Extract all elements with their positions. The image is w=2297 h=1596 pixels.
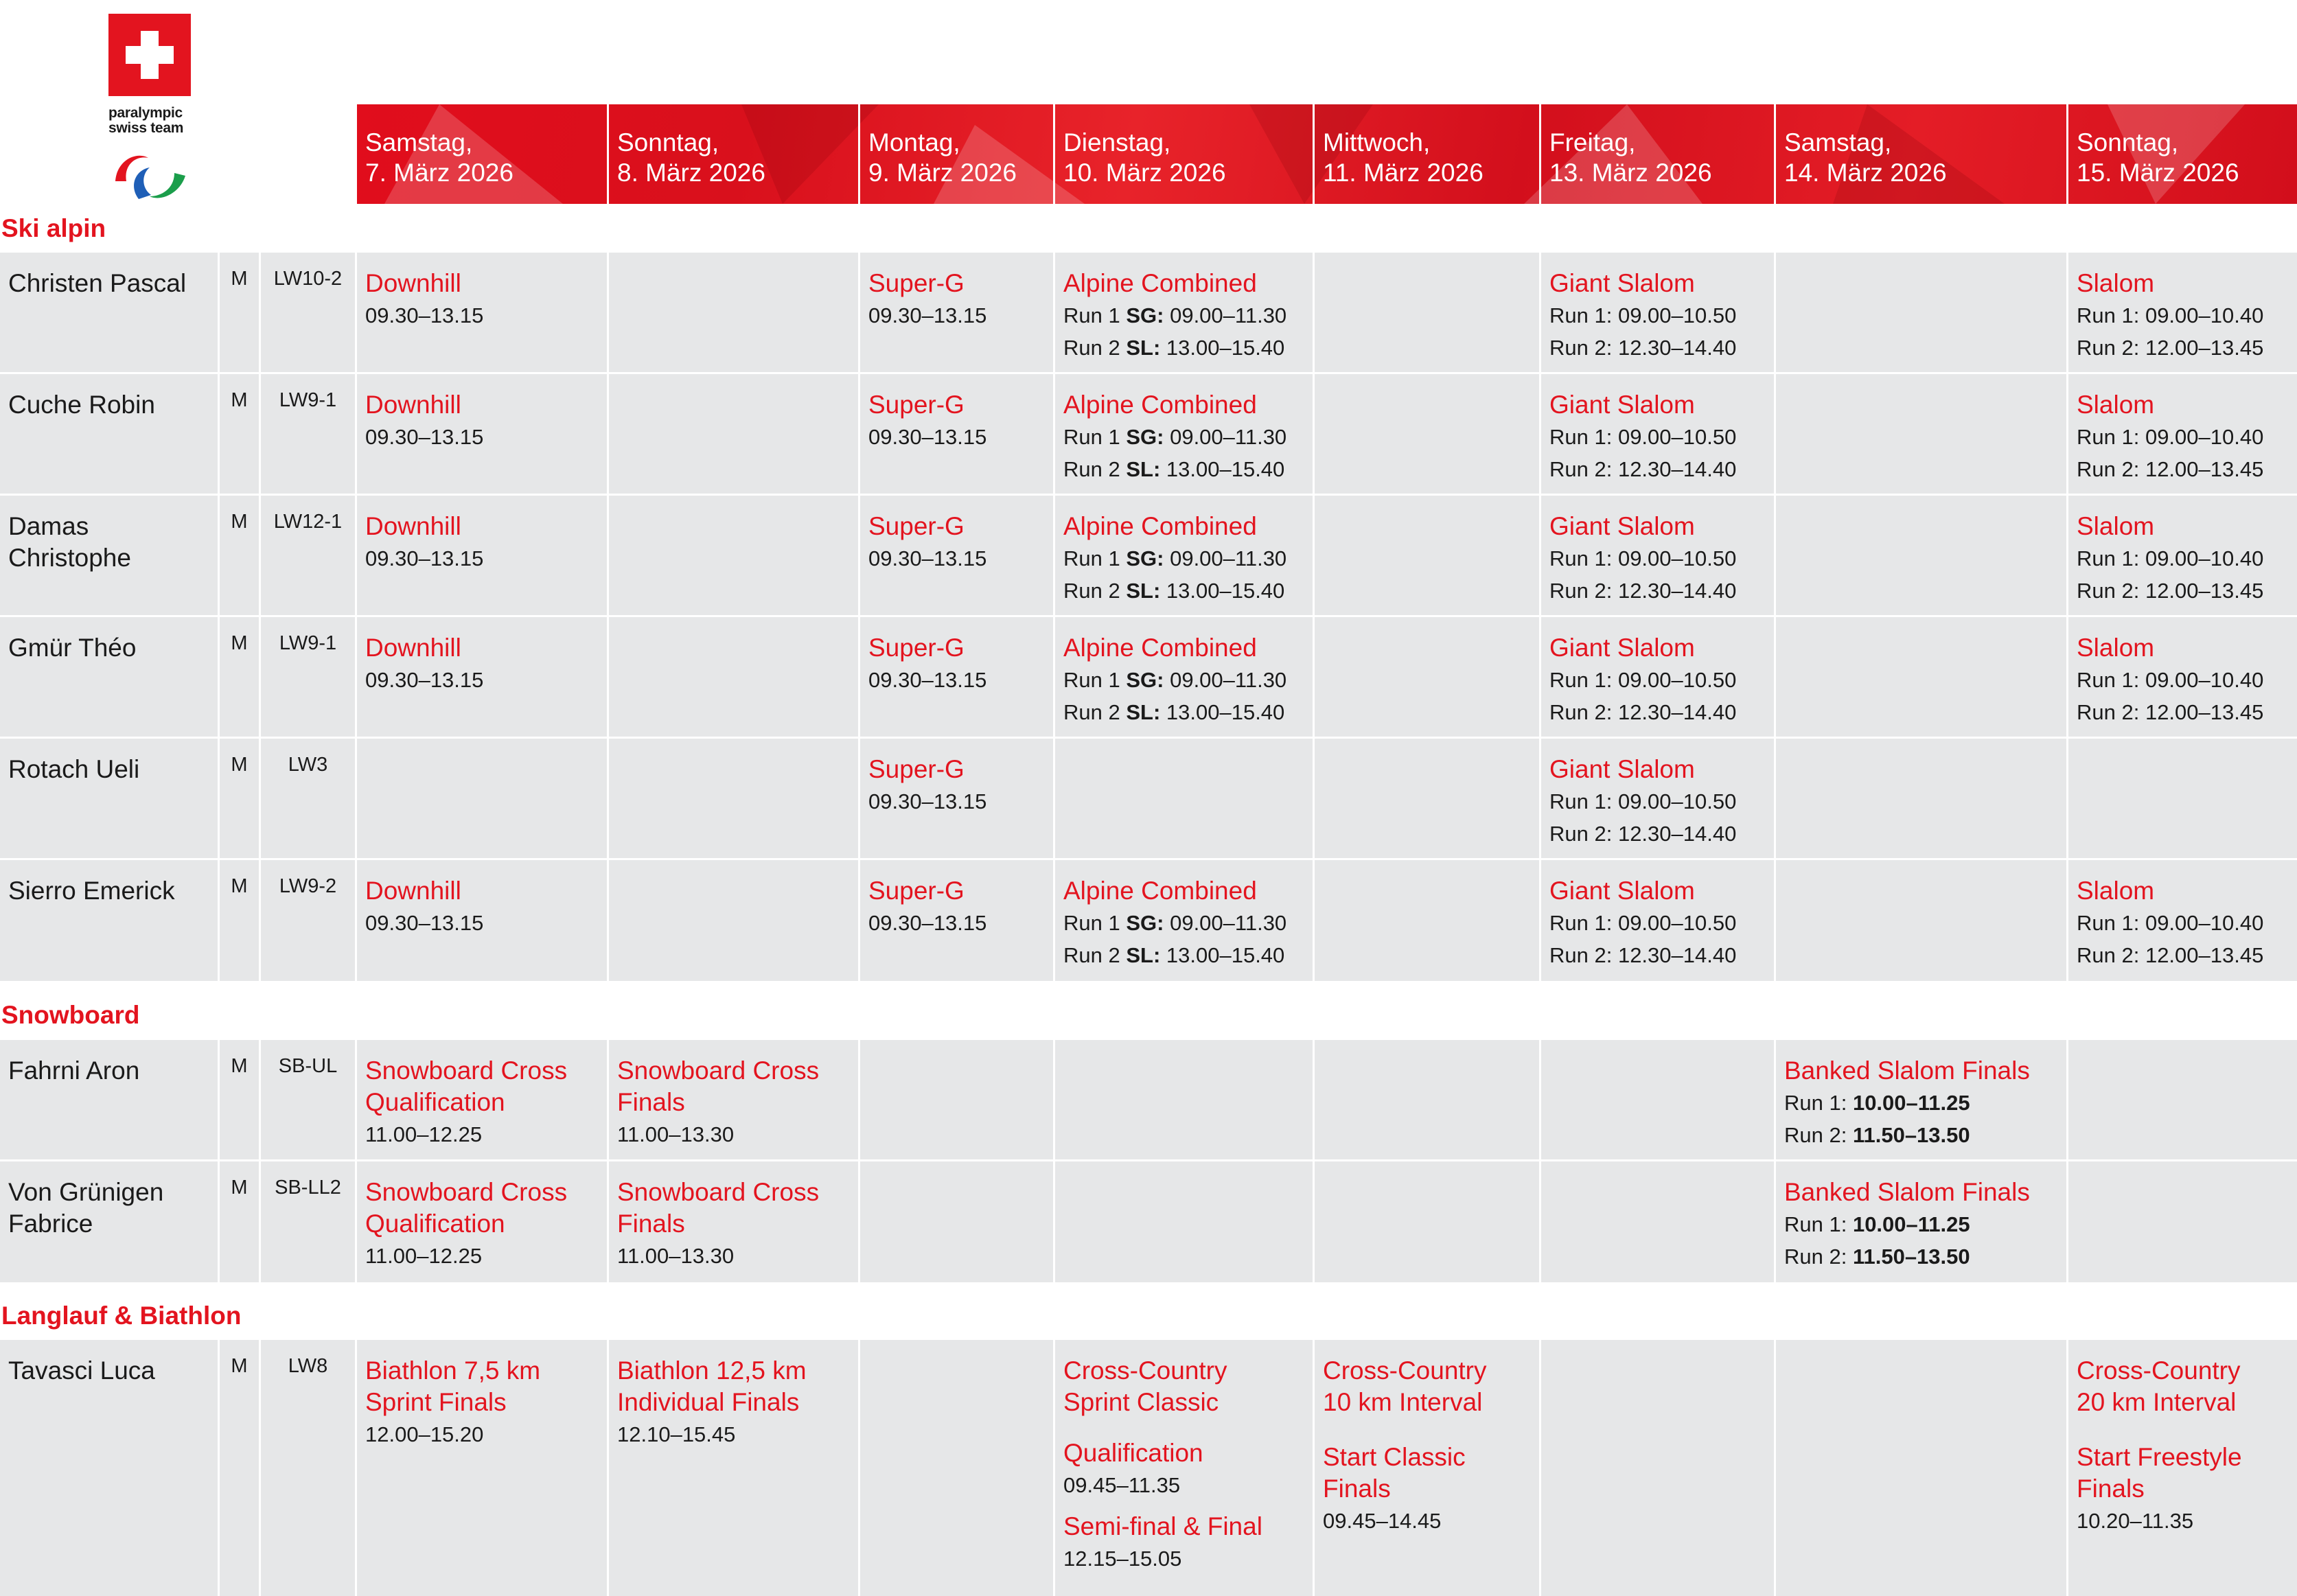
gender: M — [231, 754, 248, 776]
event-time: 09.30–13.15 — [365, 546, 484, 570]
athlete-name: Christen Pascal — [8, 269, 187, 297]
event-time: 09.30–13.15 — [868, 546, 987, 570]
gender: M — [231, 511, 248, 533]
event-title: Cross-Country — [1323, 1356, 1487, 1385]
event-cell-empty — [2068, 1040, 2297, 1159]
event-title: Snowboard Cross — [617, 1178, 820, 1206]
sport-class: LW9-2 — [279, 875, 337, 897]
gender-cell — [220, 374, 261, 494]
gender-cell — [220, 253, 261, 372]
athlete-name-cell — [0, 739, 220, 858]
day-header — [609, 104, 860, 204]
class-cell — [261, 496, 357, 615]
class-cell — [261, 253, 357, 372]
event-time: 12.00–15.20 — [365, 1422, 484, 1446]
day-header — [1055, 104, 1315, 204]
event-time: 11.00–13.30 — [617, 1122, 735, 1146]
run-2: Run 2: 12.30–14.40 — [1549, 336, 1737, 360]
run-2: Run 2: 12.00–13.45 — [2077, 943, 2264, 967]
day-header — [2068, 104, 2297, 204]
event-title: Super-G — [868, 634, 965, 662]
event-cell — [860, 739, 1055, 858]
event-time: 12.10–15.45 — [617, 1422, 736, 1446]
day-date: 15. März 2026 — [2077, 159, 2239, 187]
athlete-name: Gmür Théo — [8, 634, 137, 662]
run-2: Run 2: 12.00–13.45 — [2077, 336, 2264, 360]
gender-cell — [220, 1340, 261, 1596]
gender-cell — [220, 739, 261, 858]
sport-class: LW12-1 — [273, 511, 343, 533]
class-cell — [261, 860, 357, 981]
event-title: Alpine Combined — [1063, 634, 1257, 662]
event-time: 11.00–12.25 — [365, 1244, 483, 1268]
run-2: Run 2: 12.30–14.40 — [1549, 579, 1737, 603]
event-title: Snowboard Cross — [365, 1056, 568, 1085]
event-title: Super-G — [868, 877, 965, 905]
event-title-line-2: Sprint Classic — [1063, 1388, 1219, 1416]
event-time: 09.30–13.15 — [365, 911, 484, 935]
event-title: Super-G — [868, 755, 965, 783]
event-cell-empty — [357, 739, 609, 858]
day-date: 7. März 2026 — [365, 159, 513, 187]
event-title-line-2: Finals — [617, 1088, 685, 1116]
event-title: Cross-Country — [1063, 1356, 1227, 1385]
event-cell — [1055, 496, 1315, 615]
athlete-name: Damas — [8, 512, 89, 540]
run-1: Run 1: 09.00–10.50 — [1549, 303, 1737, 327]
day-date: 13. März 2026 — [1549, 159, 1712, 187]
athlete-name-cell — [0, 860, 220, 981]
run-2: Run 2: 11.50–13.50 — [1784, 1123, 1970, 1147]
event-title: Giant Slalom — [1549, 877, 1695, 905]
event-title: Giant Slalom — [1549, 269, 1695, 297]
gender: M — [231, 389, 248, 411]
event-cell — [1541, 617, 1776, 737]
run-1: Run 1: 09.00–10.50 — [1549, 668, 1737, 692]
event-cell-empty — [1315, 496, 1541, 615]
event-time: 09.30–13.15 — [868, 911, 987, 935]
class-cell — [261, 1161, 357, 1282]
section-title: Ski alpin — [1, 214, 106, 242]
day-weekday: Samstag, — [1784, 128, 1892, 157]
event-cell-empty — [1776, 739, 2068, 858]
day-weekday: Freitag, — [1549, 128, 1636, 157]
event-cell-empty — [1776, 253, 2068, 372]
logo-line-2: swiss team — [108, 120, 184, 136]
event-time: 09.30–13.15 — [868, 789, 987, 813]
run-1: Run 1 SG: 09.00–11.30 — [1063, 668, 1287, 692]
gender: M — [231, 632, 248, 654]
event-time: 11.00–13.30 — [617, 1244, 735, 1268]
athlete-name-cell — [0, 617, 220, 737]
gender-cell — [220, 496, 261, 615]
event-cell-empty — [860, 1161, 1055, 1282]
event-cell-empty — [609, 253, 860, 372]
run-1: Run 1: 09.00–10.40 — [2077, 303, 2264, 327]
event-cell-empty — [2068, 1161, 2297, 1282]
event-title: Banked Slalom Finals — [1784, 1056, 2030, 1085]
athlete-name-cell — [0, 1340, 220, 1596]
event-cell-empty — [1315, 1161, 1541, 1282]
event-time: 10.20–11.35 — [2077, 1509, 2194, 1533]
day-header — [1776, 104, 2068, 204]
gender-cell — [220, 617, 261, 737]
gender: M — [231, 268, 248, 290]
event-time: 09.45–11.35 — [1063, 1473, 1181, 1497]
athlete-name-cell — [0, 1040, 220, 1159]
event-title: Slalom — [2077, 634, 2155, 662]
event-cell — [860, 253, 1055, 372]
gender: M — [231, 1177, 248, 1199]
run-2: Run 2: 11.50–13.50 — [1784, 1245, 1970, 1269]
event-cell — [1541, 374, 1776, 494]
event-time: 09.30–13.15 — [365, 425, 484, 449]
event-cell — [1541, 253, 1776, 372]
event-title-line-2: 20 km Interval — [2077, 1388, 2237, 1416]
event-cell — [860, 496, 1055, 615]
event-cell — [2068, 374, 2297, 494]
event-title-line-2: Finals — [617, 1210, 685, 1238]
run-2: Run 2 SL: 13.00–15.40 — [1063, 579, 1285, 603]
athlete-row — [0, 496, 2297, 615]
athlete-name-line-2: Fabrice — [8, 1210, 93, 1238]
event-title: Cross-Country — [2077, 1356, 2241, 1385]
event-cell — [357, 1161, 609, 1282]
sport-class: LW8 — [288, 1355, 328, 1377]
gender-cell — [220, 1040, 261, 1159]
run-2: Run 2: 12.00–13.45 — [2077, 457, 2264, 481]
event-cell-empty — [1055, 1040, 1315, 1159]
event-time: 09.30–13.15 — [365, 668, 484, 692]
event-title: Biathlon 12,5 km — [617, 1356, 807, 1385]
run-1: Run 1 SG: 09.00–11.30 — [1063, 911, 1287, 935]
athlete-name-line-2: Christophe — [8, 544, 131, 572]
day-header — [1541, 104, 1776, 204]
event-title: Giant Slalom — [1549, 391, 1695, 419]
day-header — [1315, 104, 1541, 204]
athlete-name: Rotach Ueli — [8, 755, 140, 783]
event-cell-empty — [609, 496, 860, 615]
class-cell — [261, 617, 357, 737]
event-cell-empty — [1315, 860, 1541, 981]
event-title: Alpine Combined — [1063, 269, 1257, 297]
sport-class: SB-UL — [278, 1055, 338, 1077]
event-cell-empty — [860, 1340, 1055, 1596]
run-1: Run 1: 09.00–10.50 — [1549, 546, 1737, 570]
day-weekday: Montag, — [868, 128, 960, 157]
logo-text — [108, 106, 194, 136]
run-1: Run 1: 09.00–10.40 — [2077, 546, 2264, 570]
event-cell — [1541, 739, 1776, 858]
logo — [108, 14, 194, 211]
athlete-row — [0, 374, 2297, 494]
event-cell — [357, 617, 609, 737]
athlete-name: Von Grünigen — [8, 1178, 164, 1206]
event-cell — [609, 1040, 860, 1159]
event-title: Alpine Combined — [1063, 391, 1257, 419]
event-cell — [1055, 253, 1315, 372]
gender: M — [231, 1355, 248, 1377]
event-cell-empty — [1776, 860, 2068, 981]
class-cell — [261, 739, 357, 858]
athlete-name-cell — [0, 1161, 220, 1282]
event-cell-empty — [860, 1040, 1055, 1159]
event-cell — [1541, 496, 1776, 615]
run-1: Run 1 SG: 09.00–11.30 — [1063, 303, 1287, 327]
event-cell-empty — [1776, 1340, 2068, 1596]
event-cell — [2068, 253, 2297, 372]
run-2: Run 2: 12.00–13.45 — [2077, 700, 2264, 724]
event-title: Banked Slalom Finals — [1784, 1178, 2030, 1206]
swiss-flag-icon — [108, 14, 191, 96]
athlete-row — [0, 253, 2297, 372]
event-title-line-2: Qualification — [365, 1210, 505, 1238]
sport-class: LW3 — [288, 754, 328, 776]
event-cell-empty — [1541, 1161, 1776, 1282]
section-title: Snowboard — [1, 1001, 140, 1029]
section-title: Langlauf & Biathlon — [1, 1302, 242, 1330]
event-title: Downhill — [365, 512, 461, 540]
run-2: Run 2: 12.30–14.40 — [1549, 943, 1737, 967]
event-cell — [357, 860, 609, 981]
sport-class: LW9-1 — [279, 389, 337, 411]
run-2: Run 2: 12.00–13.45 — [2077, 579, 2264, 603]
event-title: Alpine Combined — [1063, 877, 1257, 905]
athlete-name: Sierro Emerick — [8, 877, 175, 905]
gender: M — [231, 875, 248, 897]
day-weekday: Dienstag, — [1063, 128, 1171, 157]
day-weekday: Sonntag, — [2077, 128, 2179, 157]
event-time: 09.30–13.15 — [365, 303, 484, 327]
event-cell-empty — [1315, 253, 1541, 372]
event-title: Downhill — [365, 634, 461, 662]
event-cell — [357, 496, 609, 615]
run-2: Run 2 SL: 13.00–15.40 — [1063, 700, 1285, 724]
event-time: 09.30–13.15 — [868, 303, 987, 327]
run-1: Run 1: 09.00–10.40 — [2077, 425, 2264, 449]
day-date: 10. März 2026 — [1063, 159, 1226, 187]
event-cell-empty — [1541, 1040, 1776, 1159]
event-time: 09.30–13.15 — [868, 668, 987, 692]
run-2: Run 2: 12.30–14.40 — [1549, 457, 1737, 481]
run-1: Run 1 SG: 09.00–11.30 — [1063, 546, 1287, 570]
event-cell-empty — [609, 739, 860, 858]
event-cell — [357, 1340, 609, 1596]
athlete-name-cell — [0, 253, 220, 372]
athlete-row — [0, 739, 2297, 858]
event-cell-empty — [1776, 496, 2068, 615]
event-title-line-2: 10 km Interval — [1323, 1388, 1483, 1416]
event-title-line-2: Individual Finals — [617, 1388, 800, 1416]
athlete-name-cell — [0, 374, 220, 494]
event-cell-empty — [1776, 617, 2068, 737]
event-cell — [2068, 617, 2297, 737]
run-2: Run 2 SL: 13.00–15.40 — [1063, 457, 1285, 481]
day-weekday: Sonntag, — [617, 128, 719, 157]
event-cell — [1055, 374, 1315, 494]
sport-class: SB-LL2 — [275, 1177, 341, 1199]
gender-cell — [220, 860, 261, 981]
event-title: Slalom — [2077, 877, 2155, 905]
event-phase-line-2: Finals — [2077, 1474, 2145, 1503]
event-time: 09.30–13.15 — [868, 425, 987, 449]
event-cell-empty — [2068, 739, 2297, 858]
event-title: Giant Slalom — [1549, 512, 1695, 540]
event-cell-empty — [1055, 1161, 1315, 1282]
event-cell — [357, 1040, 609, 1159]
athlete-name: Cuche Robin — [8, 391, 155, 419]
run-1: Run 1: 09.00–10.50 — [1549, 425, 1737, 449]
athlete-name: Fahrni Aron — [8, 1056, 140, 1085]
event-phase: Qualification — [1063, 1439, 1203, 1467]
event-time: 12.15–15.05 — [1063, 1547, 1182, 1571]
day-header — [860, 104, 1055, 204]
gender: M — [231, 1055, 248, 1077]
day-date: 11. März 2026 — [1323, 159, 1484, 187]
event-cell-empty — [1776, 374, 2068, 494]
agitos-icon — [108, 146, 194, 207]
event-title: Super-G — [868, 269, 965, 297]
event-title: Slalom — [2077, 391, 2155, 419]
event-cell — [2068, 1340, 2297, 1596]
class-cell — [261, 1040, 357, 1159]
event-cell — [1055, 617, 1315, 737]
event-cell — [609, 1161, 860, 1282]
athlete-row — [0, 617, 2297, 737]
event-cell — [860, 374, 1055, 494]
event-title: Snowboard Cross — [365, 1178, 568, 1206]
sport-class: LW9-1 — [279, 632, 337, 654]
run-1: Run 1: 10.00–11.25 — [1784, 1212, 1970, 1236]
gender-cell — [220, 1161, 261, 1282]
day-date: 14. März 2026 — [1784, 159, 1947, 187]
event-cell — [357, 253, 609, 372]
event-cell — [609, 1340, 860, 1596]
event-title: Super-G — [868, 512, 965, 540]
class-cell — [261, 1340, 357, 1596]
event-cell — [1315, 1340, 1541, 1596]
event-cell-empty — [609, 374, 860, 494]
run-1: Run 1: 09.00–10.40 — [2077, 911, 2264, 935]
event-title-line-2: Sprint Finals — [365, 1388, 507, 1416]
event-cell-empty — [1541, 1340, 1776, 1596]
event-time: 09.45–14.45 — [1323, 1509, 1442, 1533]
day-weekday: Samstag, — [365, 128, 473, 157]
athlete-name: Tavasci Luca — [8, 1356, 155, 1385]
event-title: Downhill — [365, 877, 461, 905]
event-phase: Semi-final & Final — [1063, 1512, 1262, 1540]
event-cell — [1055, 1340, 1315, 1596]
event-cell — [1776, 1040, 2068, 1159]
event-time: 11.00–12.25 — [365, 1122, 483, 1146]
logo-line-1: paralympic — [108, 105, 183, 121]
day-date: 8. März 2026 — [617, 159, 765, 187]
event-title: Downhill — [365, 391, 461, 419]
event-cell-empty — [609, 617, 860, 737]
run-1: Run 1: 10.00–11.25 — [1784, 1091, 1970, 1115]
event-title: Super-G — [868, 391, 965, 419]
event-title: Giant Slalom — [1549, 755, 1695, 783]
class-cell — [261, 374, 357, 494]
run-1: Run 1: 09.00–10.50 — [1549, 911, 1737, 935]
event-cell — [2068, 496, 2297, 615]
day-date: 9. März 2026 — [868, 159, 1017, 187]
event-title-line-2: Qualification — [365, 1088, 505, 1116]
day-weekday: Mittwoch, — [1323, 128, 1431, 157]
event-phase: Start Freestyle — [2077, 1443, 2242, 1471]
event-cell — [2068, 860, 2297, 981]
event-title: Giant Slalom — [1549, 634, 1695, 662]
event-cell-empty — [1055, 739, 1315, 858]
run-2: Run 2: 12.30–14.40 — [1549, 822, 1737, 846]
run-1: Run 1 SG: 09.00–11.30 — [1063, 425, 1287, 449]
event-cell-empty — [1315, 374, 1541, 494]
event-cell — [860, 860, 1055, 981]
date-header — [357, 104, 2297, 204]
athlete-row — [0, 860, 2297, 981]
event-cell-empty — [1315, 739, 1541, 858]
event-phase-line-2: Finals — [1323, 1474, 1391, 1503]
event-cell-empty — [609, 860, 860, 981]
athlete-row — [0, 1340, 2297, 1596]
event-title: Biathlon 7,5 km — [365, 1356, 541, 1385]
event-phase: Start Classic — [1323, 1443, 1466, 1471]
athlete-row — [0, 1040, 2297, 1159]
run-2: Run 2 SL: 13.00–15.40 — [1063, 943, 1285, 967]
run-2: Run 2: 12.30–14.40 — [1549, 700, 1737, 724]
event-cell — [860, 617, 1055, 737]
event-title: Alpine Combined — [1063, 512, 1257, 540]
event-title: Downhill — [365, 269, 461, 297]
event-title: Slalom — [2077, 269, 2155, 297]
event-cell — [1776, 1161, 2068, 1282]
event-cell — [1055, 860, 1315, 981]
event-cell — [357, 374, 609, 494]
sport-class: LW10-2 — [273, 268, 343, 290]
event-cell-empty — [1315, 617, 1541, 737]
event-cell-empty — [1315, 1040, 1541, 1159]
athlete-name-cell — [0, 496, 220, 615]
run-1: Run 1: 09.00–10.50 — [1549, 789, 1737, 813]
event-title: Snowboard Cross — [617, 1056, 820, 1085]
day-header — [357, 104, 609, 204]
athlete-row — [0, 1161, 2297, 1282]
run-1: Run 1: 09.00–10.40 — [2077, 668, 2264, 692]
event-cell — [1541, 860, 1776, 981]
event-title: Slalom — [2077, 512, 2155, 540]
run-2: Run 2 SL: 13.00–15.40 — [1063, 336, 1285, 360]
